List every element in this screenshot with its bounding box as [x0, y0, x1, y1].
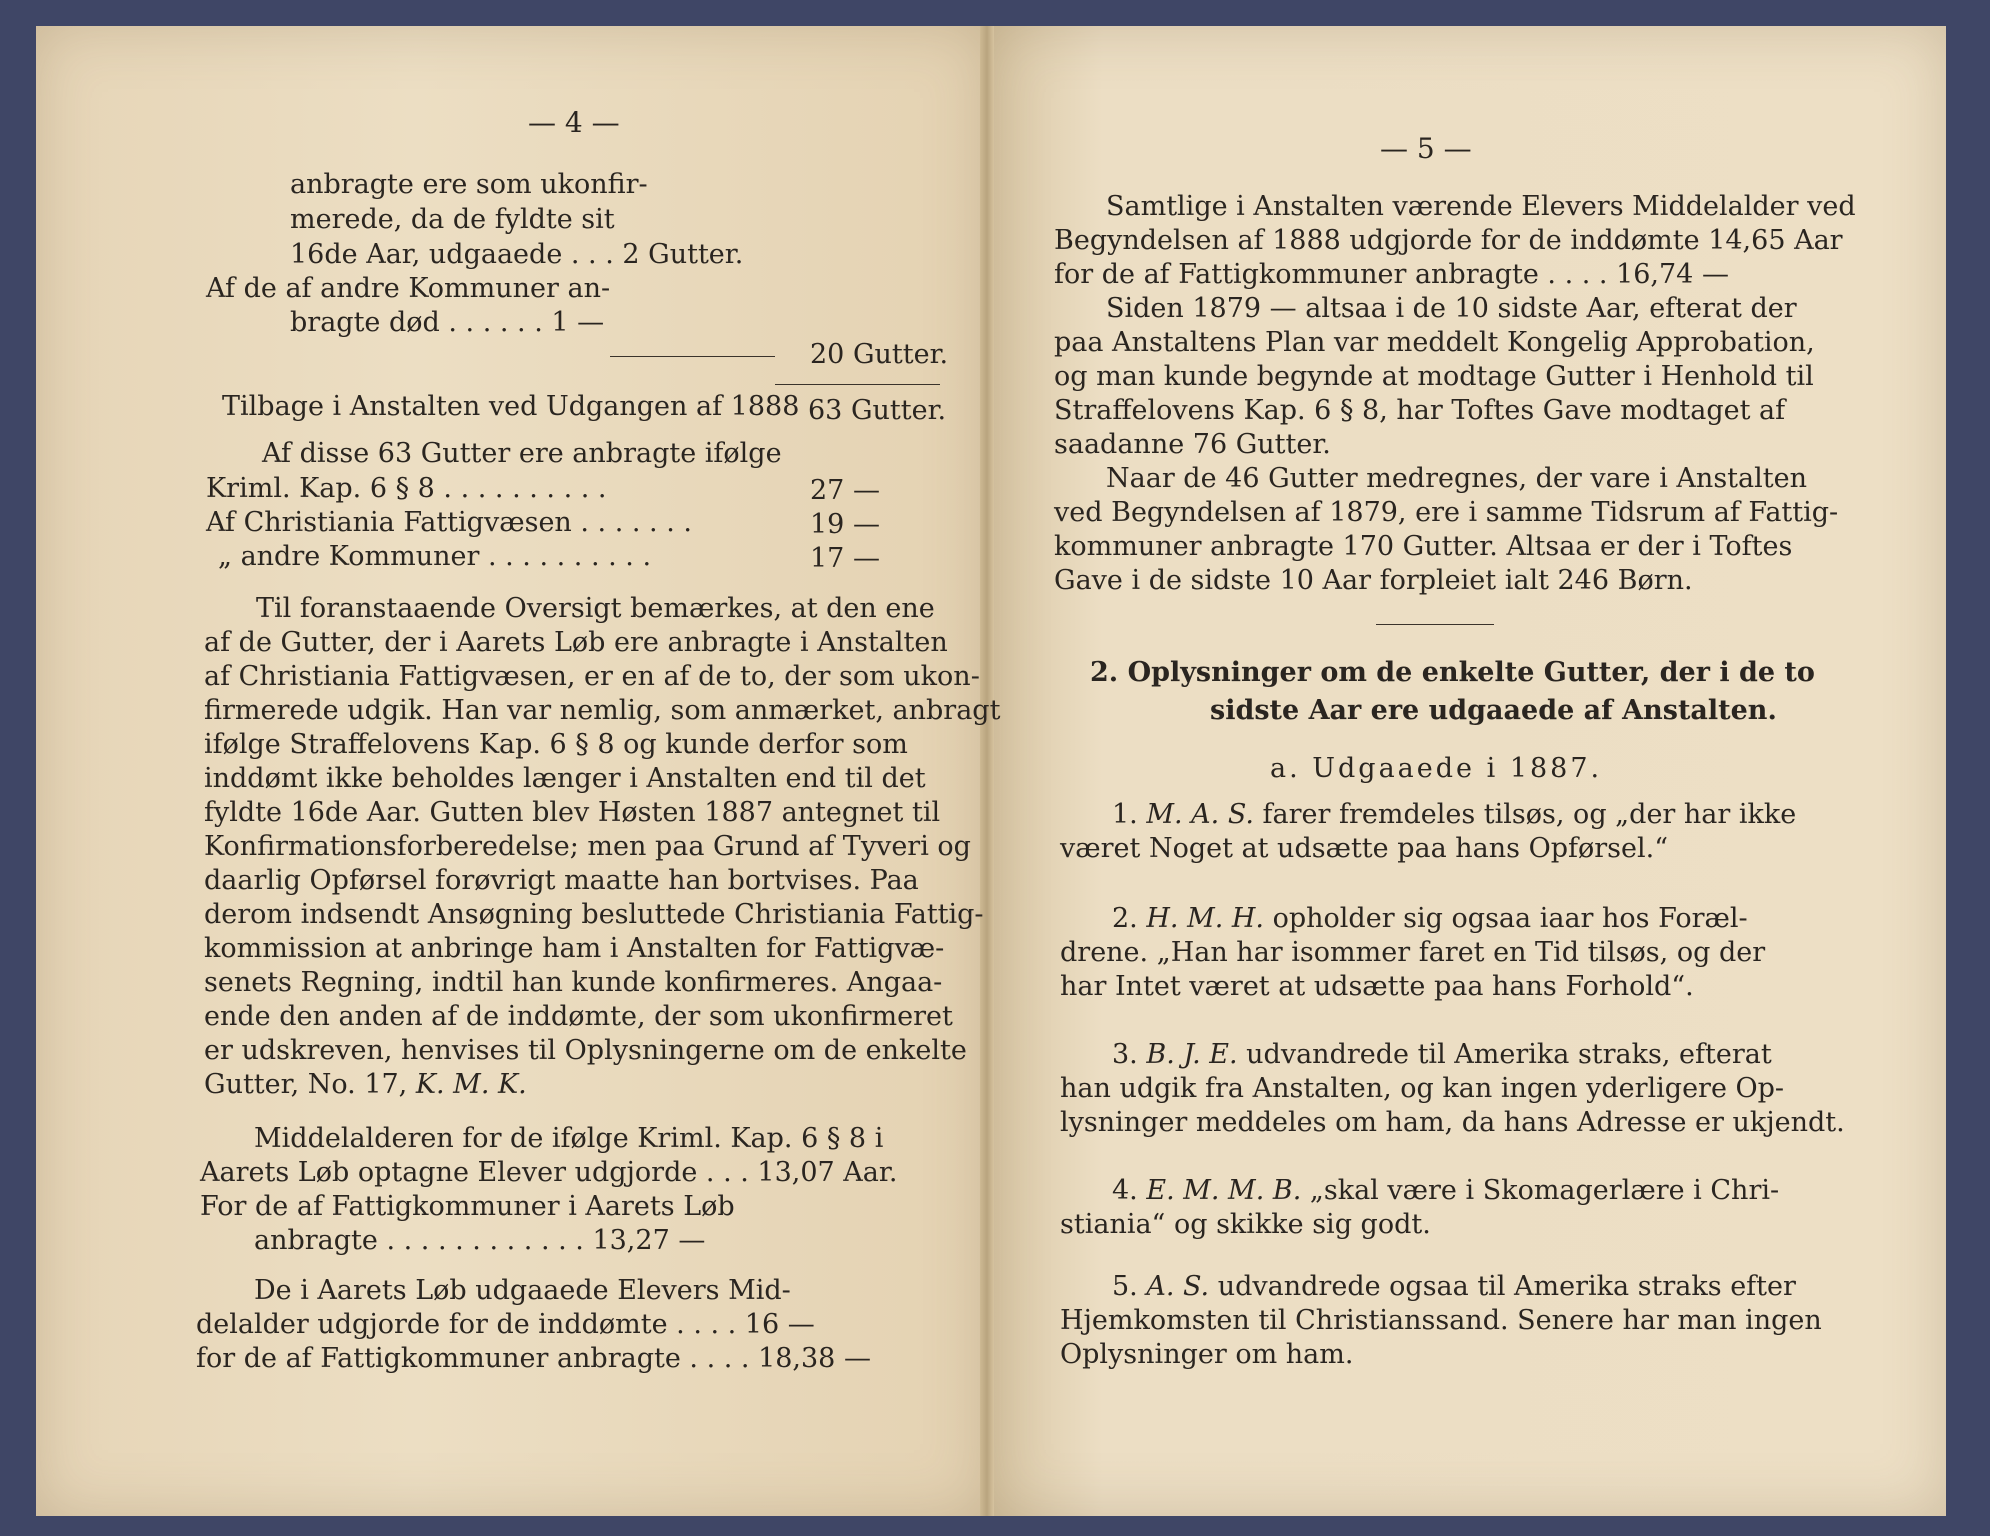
text-line: Til foranstaaende Oversigt bemærkes, at den ene: [256, 593, 935, 624]
text-line: Aarets Løb optagne Elever udgjorde . . . 13,07 Aar.: [200, 1157, 898, 1188]
entry-line: lysninger meddeles om ham, da hans Adresse er ukjendt.: [1060, 1107, 1845, 1138]
breakdown-value: 19 —: [810, 509, 880, 540]
text-line: Af de af andre Kommuner an-: [206, 273, 611, 304]
text-line: bragte død . . . . . . 1 —: [290, 307, 605, 338]
text-line: for de af Fattigkommuner anbragte . . . . 18,38 —: [196, 1343, 871, 1374]
text-line: anbragte ere som ukonfir-: [290, 169, 648, 200]
entry-initials: M. A. S.: [1146, 799, 1254, 830]
text-line: for de af Fattigkommuner anbragte . . . . 16,74 —: [1054, 259, 1729, 290]
entry-number: 3.: [1112, 1039, 1138, 1070]
entry-line: har Intet været at udsætte paa hans Forhold“.: [1060, 971, 1694, 1002]
entry-number: 5.: [1112, 1271, 1138, 1302]
text-line: 16de Aar, udgaaede . . . 2 Gutter.: [290, 239, 744, 270]
text-line: og man kunde begynde at modtage Gutter i Henhold til: [1054, 361, 1814, 392]
heading-line: 2. Oplysninger om de enkelte Gutter, der i de to: [1090, 657, 1815, 688]
text-line: ende den anden af de inddømte, der som ukonfirmeret: [204, 1001, 953, 1032]
text-line: De i Aarets Løb udgaaede Elevers Mid-: [254, 1275, 791, 1306]
text-line: derom indsendt Ansøgning besluttede Christiania Fattig-: [204, 899, 984, 930]
breakdown-label: Af Christiania Fattigvæsen . . . . . . .: [206, 507, 692, 538]
section-divider: [1376, 624, 1494, 625]
text-line: Gave i de sidste 10 Aar forpleiet ialt 246 Børn.: [1054, 565, 1693, 596]
entry-initials: H. M. H.: [1146, 903, 1265, 934]
entry-text: farer fremdeles tilsøs, og „der har ikke: [1262, 799, 1797, 830]
entry-number: 2.: [1112, 903, 1138, 934]
entry-line: [1112, 902, 1748, 935]
book-spine: [980, 26, 994, 1516]
text-line: ved Begyndelsen af 1879, ere i samme Tidsrum af Fattig-: [1054, 497, 1839, 528]
text-line: saadanne 76 Gutter.: [1054, 429, 1331, 460]
entry-initials: A. S.: [1146, 1271, 1210, 1302]
text-line: inddømt ikke beholdes længer i Anstalten end til det: [204, 763, 926, 794]
tilbage-label: Tilbage i Anstalten ved Udgangen af 1888: [222, 391, 800, 422]
entry-line: stiania“ og skikke sig godt.: [1060, 1209, 1431, 1240]
text-line: firmerede udgik. Han var nemlig, som anmærket, anbragt: [204, 695, 1001, 726]
entry-line: været Noget at udsætte paa hans Opførsel.“: [1060, 833, 1669, 864]
heading-line: sidste Aar ere udgaaede af Anstalten.: [1210, 695, 1777, 726]
entry-line: Oplysninger om ham.: [1060, 1339, 1354, 1370]
text-line: delalder udgjorde for de inddømte . . . . 16 —: [196, 1309, 815, 1340]
text-line: anbragte . . . . . . . . . . . . 13,27 —: [254, 1225, 706, 1256]
text-line: Konfirmationsforberedelse; men paa Grund af Tyveri og: [204, 831, 971, 862]
text-line: Begyndelsen af 1888 udgjorde for de inddømte 14,65 Aar: [1054, 225, 1843, 256]
entry-text: udvandrede ogsaa til Amerika straks efter: [1217, 1271, 1796, 1302]
right-page-number: — 5 —: [1380, 132, 1472, 165]
entry-line: [1112, 1038, 1772, 1071]
text-line: Samtlige i Anstalten værende Elevers Middelalder ved: [1106, 191, 1856, 222]
entry-number: 1.: [1112, 799, 1138, 830]
breakdown-value: 17 —: [810, 543, 880, 574]
text-line: Naar de 46 Gutter medregnes, der vare i Anstalten: [1106, 463, 1807, 494]
subheading-line: a. Udgaaede i 1887.: [1270, 753, 1603, 784]
left-page-number: — 4 —: [528, 106, 620, 139]
text-line: er udskreven, henvises til Oplysningerne om de enkelte: [204, 1035, 967, 1066]
total-value: 20 Gutter.: [810, 339, 949, 370]
entry-number: 4.: [1112, 1175, 1138, 1206]
text-line: [204, 1068, 527, 1101]
entry-line: [1112, 798, 1796, 831]
text-line: ifølge Straffelovens Kap. 6 § 8 og kunde derfor som: [204, 729, 908, 760]
entry-text: „skal være i Skomagerlære i Chri-: [1309, 1175, 1780, 1206]
text-line: af de Gutter, der i Aarets Løb ere anbragte i Anstalten: [204, 627, 948, 658]
text-line: Middelalderen for de ifølge Kriml. Kap. 6 § 8 i: [254, 1123, 884, 1154]
text-line: Af disse 63 Gutter ere anbragte ifølge: [262, 438, 782, 469]
entry-line: drene. „Han har isommer faret en Tid tilsøs, og der: [1060, 937, 1766, 968]
entry-initials: E. M. M. B.: [1146, 1175, 1302, 1206]
breakdown-label: „ andre Kommuner . . . . . . . . . .: [218, 541, 652, 572]
text-line: fyldte 16de Aar. Gutten blev Høsten 1887 antegnet til: [204, 797, 941, 828]
sum-rule: [610, 356, 775, 357]
text-line: paa Anstaltens Plan var meddelt Kongelig Approbation,: [1054, 327, 1815, 358]
text-line: Straffelovens Kap. 6 § 8, har Toftes Gave modtaget af: [1054, 395, 1786, 426]
text-line: merede, da de fyldte sit: [290, 204, 615, 235]
italic-initials: K. M. K.: [415, 1069, 527, 1100]
text-line: kommuner anbragte 170 Gutter. Altsaa er der i Toftes: [1054, 531, 1793, 562]
entry-line: [1112, 1174, 1779, 1207]
tilbage-value: 63 Gutter.: [808, 395, 947, 426]
text-line: For de af Fattigkommuner i Aarets Løb: [200, 1191, 735, 1222]
entry-line: Hjemkomsten til Christianssand. Senere har man ingen: [1060, 1305, 1822, 1336]
entry-line: han udgik fra Anstalten, og kan ingen yderligere Op-: [1060, 1073, 1785, 1104]
sum-rule: [775, 384, 940, 385]
text-line: senets Regning, indtil han kunde konfirmeres. Angaa-: [204, 967, 943, 998]
entry-text: udvandrede til Amerika straks, efterat: [1246, 1039, 1772, 1070]
breakdown-value: 27 —: [810, 475, 880, 506]
text-line: daarlig Opførsel forøvrigt maatte han bortvises. Paa: [204, 865, 919, 896]
text-line: Siden 1879 — altsaa i de 10 sidste Aar, efterat der: [1106, 293, 1797, 324]
entry-line: [1112, 1270, 1796, 1303]
entry-initials: B. J. E.: [1146, 1039, 1238, 1070]
breakdown-label: Kriml. Kap. 6 § 8 . . . . . . . . . .: [206, 473, 607, 504]
text-span: Gutter, No. 17,: [204, 1069, 416, 1100]
text-line: kommission at anbringe ham i Anstalten for Fattigvæ-: [204, 933, 945, 964]
entry-text: opholder sig ogsaa iaar hos Foræl-: [1272, 903, 1748, 934]
text-line: af Christiania Fattigvæsen, er en af de to, der som ukon-: [204, 661, 980, 692]
